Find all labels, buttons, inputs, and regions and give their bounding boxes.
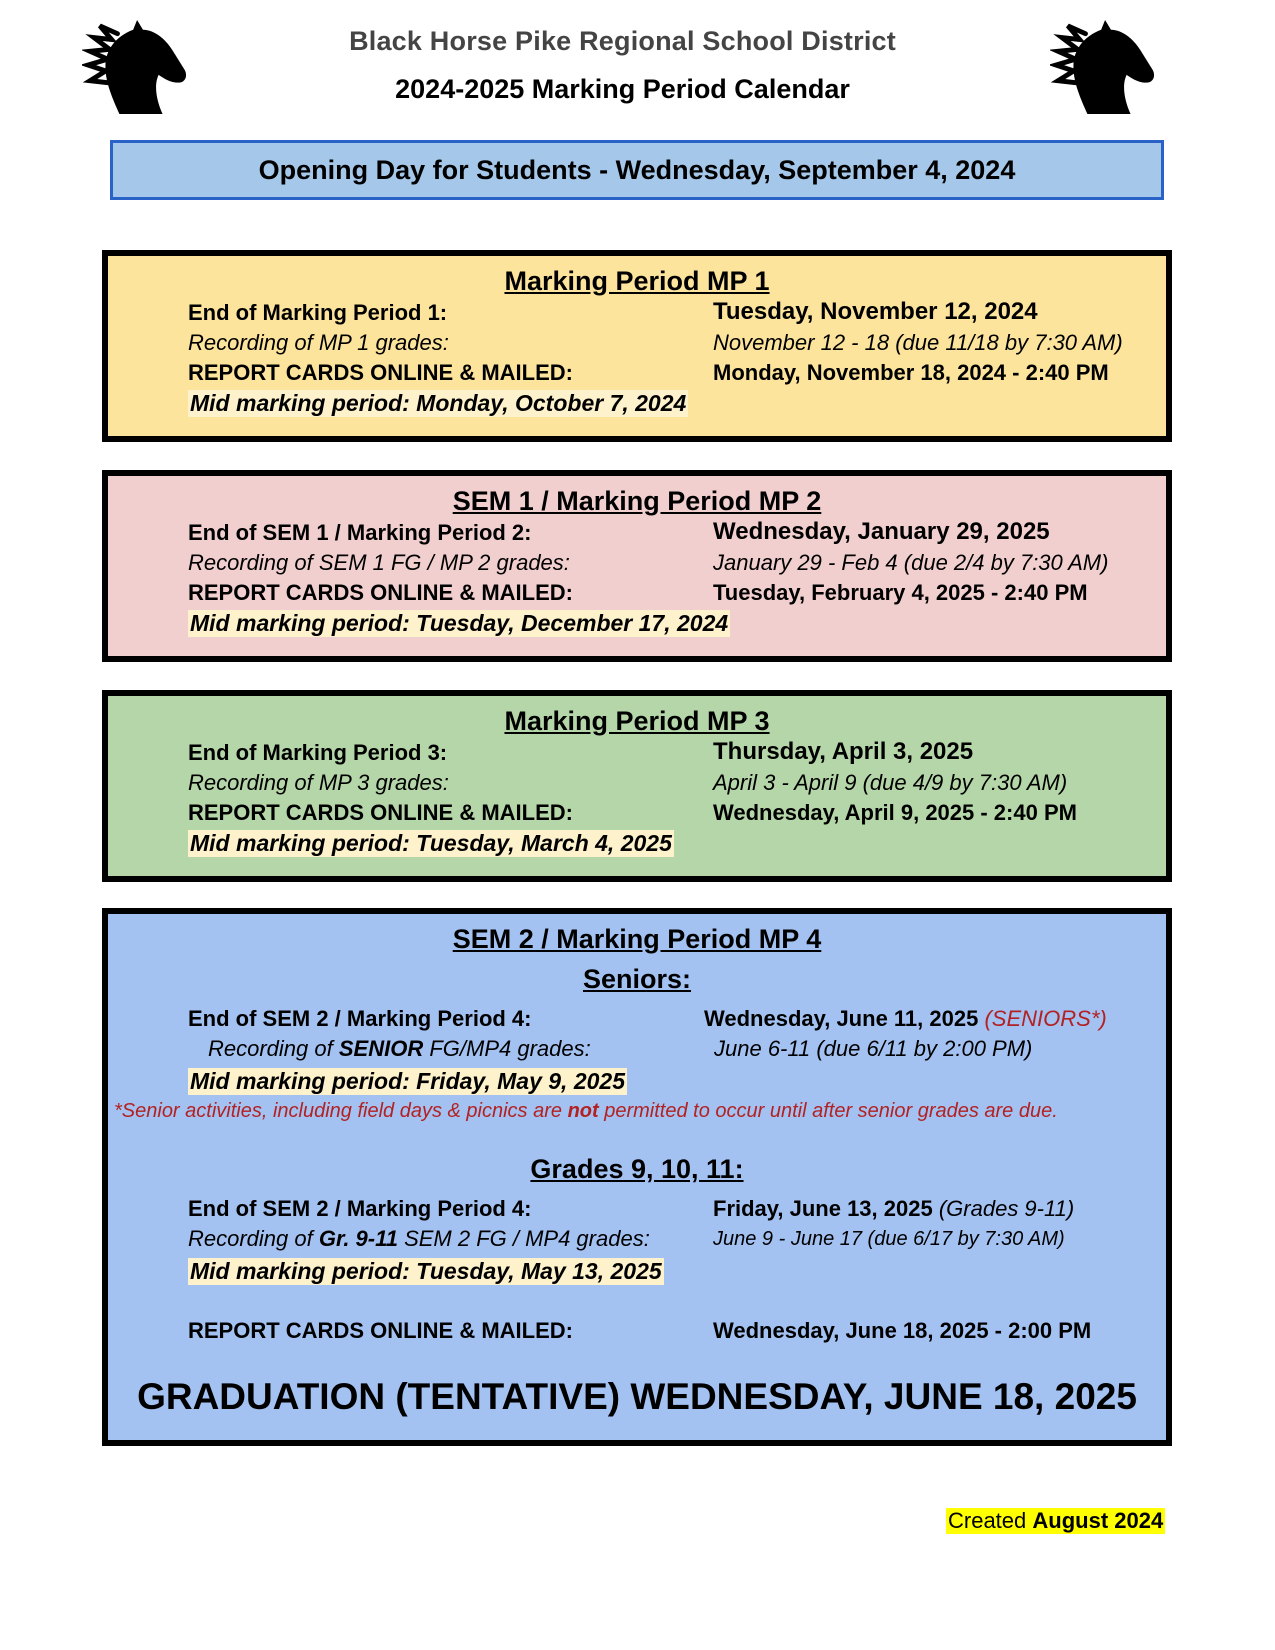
seniors-rec-bold: SENIOR <box>338 1036 424 1061</box>
seniors-mid-marking: Mid marking period: Friday, May 9, 2025 <box>190 1068 626 1094</box>
created-stamp <box>946 1508 1165 1534</box>
mp2-report-label: REPORT CARDS ONLINE & MAILED: <box>188 580 573 605</box>
grades-rec-bold: Gr. 9-11 <box>318 1226 398 1251</box>
grades-end-note: (Grades 9-11) <box>938 1196 1075 1221</box>
mp4-heading: SEM 2 / Marking Period MP 4 <box>452 924 822 954</box>
mp2-recording-value: January 29 - Feb 4 (due 2/4 by 7:30 AM) <box>713 550 1109 575</box>
seniors-rec-post: FG/MP4 grades: <box>423 1036 591 1061</box>
seniors-end-value: Wednesday, June 11, 2025 <box>704 1006 979 1031</box>
seniors-end-note: (SENIORS*) <box>984 1006 1107 1031</box>
mp4-report-value: Wednesday, June 18, 2025 - 2:00 PM <box>713 1318 1092 1343</box>
grades-rec-post: SEM 2 FG / MP4 grades: <box>397 1226 650 1251</box>
graduation-banner: GRADUATION (TENTATIVE) WEDNESDAY, JUNE 18, 2025 <box>137 1376 1137 1417</box>
mp1-mid-marking: Mid marking period: Monday, October 7, 2024 <box>190 390 687 416</box>
mp1-section <box>102 250 1172 442</box>
mp3-report-value: Wednesday, April 9, 2025 - 2:40 PM <box>713 800 1077 825</box>
seniors-rec-pre: Recording of <box>208 1036 339 1061</box>
seniors-recording-label <box>208 1036 591 1062</box>
mp4-report-label: REPORT CARDS ONLINE & MAILED: <box>188 1318 573 1343</box>
mp1-recording-value: November 12 - 18 (due 11/18 by 7:30 AM) <box>713 330 1123 355</box>
mp2-section <box>102 470 1172 662</box>
mp4-section <box>102 908 1172 1446</box>
created-date: August 2024 <box>1032 1508 1164 1533</box>
mp2-mid-marking: Mid marking period: Tuesday, December 17, 2024 <box>190 610 729 636</box>
seniors-end-label: End of SEM 2 / Marking Period 4: <box>188 1006 532 1031</box>
seniors-end-value-row <box>704 1006 1107 1032</box>
mp3-mid-marking: Mid marking period: Tuesday, March 4, 2025 <box>190 830 672 856</box>
grades-end-value: Friday, June 13, 2025 <box>713 1196 933 1221</box>
grades-mid-marking: Mid marking period: Tuesday, May 13, 2025 <box>190 1258 662 1284</box>
grades-recording-label <box>188 1226 650 1252</box>
mp3-section <box>102 690 1172 882</box>
mp3-recording-label: Recording of MP 3 grades: <box>188 770 449 795</box>
mp1-end-value: Tuesday, November 12, 2024 <box>713 298 1038 325</box>
mp2-report-value: Tuesday, February 4, 2025 - 2:40 PM <box>713 580 1088 605</box>
grades-end-value-row <box>713 1196 1074 1222</box>
opening-day-text: Opening Day for Students - Wednesday, September 4, 2024 <box>258 154 1016 185</box>
grades-recording-value: June 9 - June 17 (due 6/17 by 7:30 AM) <box>713 1228 1065 1250</box>
mp3-end-label: End of Marking Period 3: <box>188 740 448 765</box>
mp3-heading: Marking Period MP 3 <box>504 706 770 736</box>
note-pre: *Senior activities, including field days & picnics are <box>114 1100 568 1122</box>
district-name: Black Horse Pike Regional School District <box>349 26 896 56</box>
note-post: permitted to occur until after senior grades are due. <box>598 1100 1058 1122</box>
seniors-heading: Seniors: <box>582 964 692 994</box>
mp2-end-label: End of SEM 1 / Marking Period 2: <box>188 520 532 545</box>
mp2-end-value: Wednesday, January 29, 2025 <box>713 518 1050 545</box>
mp3-report-label: REPORT CARDS ONLINE & MAILED: <box>188 800 573 825</box>
seniors-recording-value: June 6-11 (due 6/11 by 2:00 PM) <box>714 1036 1033 1061</box>
mp1-report-value: Monday, November 18, 2024 - 2:40 PM <box>713 360 1109 385</box>
calendar-title: 2024-2025 Marking Period Calendar <box>395 74 850 104</box>
senior-activities-note <box>114 1100 1164 1123</box>
mp2-recording-label: Recording of SEM 1 FG / MP 2 grades: <box>188 550 570 575</box>
mp3-recording-value: April 3 - April 9 (due 4/9 by 7:30 AM) <box>713 770 1068 795</box>
mp1-recording-label: Recording of MP 1 grades: <box>188 330 449 355</box>
opening-day-banner <box>110 140 1164 200</box>
note-bold: not <box>567 1100 599 1122</box>
created-label: Created <box>948 1508 1027 1533</box>
grades-rec-pre: Recording of <box>188 1226 319 1251</box>
mp2-heading: SEM 1 / Marking Period MP 2 <box>452 486 822 516</box>
mp1-end-label: End of Marking Period 1: <box>188 300 448 325</box>
mp3-end-value: Thursday, April 3, 2025 <box>713 738 974 765</box>
mp1-report-label: REPORT CARDS ONLINE & MAILED: <box>188 360 573 385</box>
grades-end-label: End of SEM 2 / Marking Period 4: <box>188 1196 532 1221</box>
mp1-heading: Marking Period MP 1 <box>504 266 770 296</box>
grades-heading: Grades 9, 10, 11: <box>530 1154 744 1184</box>
